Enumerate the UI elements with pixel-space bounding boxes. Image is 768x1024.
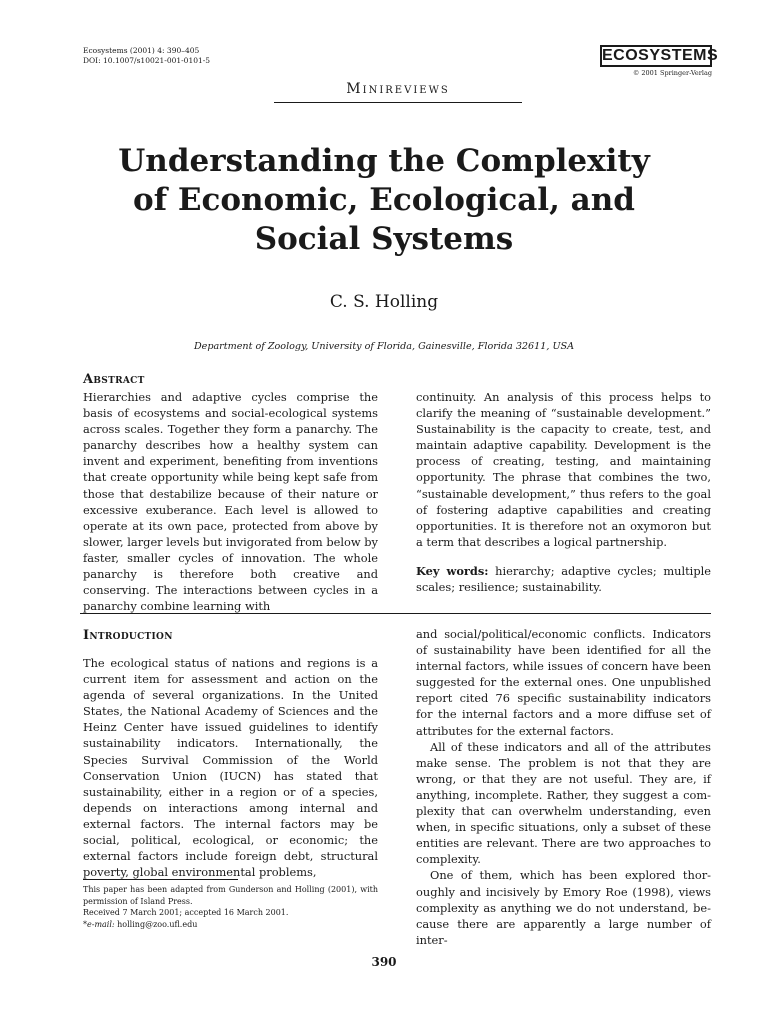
introduction-text-right [416,626,711,948]
author-name: C. S. Holling [329,292,439,312]
keywords-label: Key words: [416,564,489,578]
abstract-paragraph: Hierarchies and adaptive cycles comprise the basis of ecosystems and social-ecological systems across scales. Together they form a panarchy. The panarchy describes how a healthy system can invent and experiment, benefiting from inventions that create opportunity while being kept safe from those that destabilize because of their nature or excessive exuberance. Each level is allowed to operate at its own pace, protected from above by slower, larger levels but invigorated from below by faster, smaller cycles of innovation. The whole panarchy is therefore both creative and conserving. The interactions between cycles in a panarchy combine learning with [83,390,378,614]
article-title [80,142,688,259]
introduction-text-left [83,655,378,880]
email-address: holling@zoo.ufl.edu [114,919,198,929]
title-line: Understanding the Complexity [118,143,650,179]
copyright-notice: © 2001 Springer-Verlag [632,69,712,77]
author-affiliation: Department of Zoology, University of Florida, Gainesville, Florida 32611, USA [193,341,575,352]
title-line: Social Systems [254,221,514,257]
abstract-paragraph: continuity. An analysis of this process helps to clarify the meaning of “sustainable development.” Sustainability is the capacity to create, test, and maintain adaptive capability. Development is the process of creating, testing, and maintaining opportunity. The phrase that combines the two, “sustainable development,” thus refers to the goal of fostering adaptive capabilities and creating opportunities. It is therefore not an oxymoron but a term that describes a logical partnership. [416,390,711,549]
journal-citation [83,46,210,66]
abstract-text-left [83,389,378,614]
footnote-received: Received 7 March 2001; accepted 16 March 2001. [83,908,289,917]
page-number: 390 [371,955,397,969]
section-rule [274,102,522,103]
body-paragraph: and social/political/economic conflicts. Indicators of sustainability have been identified for all the internal factors, while issues of concern have been suggested for the external ones. One unpublished report cited 76 specific sustainability indicators for the internal factors and a more diffuse set of attributes for the external factors. [416,627,711,738]
abstract-heading: Abstract [83,372,145,387]
email-label: *e-mail: [83,919,115,929]
footnotes [83,884,378,930]
abstract-text-right [416,389,711,550]
title-line: of Economic, Ecological, and [133,182,635,218]
footnote-rule [83,879,238,880]
journal-logo: ECOSYSTEMS [600,45,712,67]
section-divider [80,613,711,614]
body-paragraph: One of them, which has been explored thoroughly and incisively by Emory Roe (1998), views complexity as anything we do not understand, because there are apparently a large number of inter- [416,868,711,947]
keywords [416,563,711,595]
body-paragraph: The ecological status of nations and regions is a current item for assessment and action on the agenda of several organizations. In the United States, the National Academy of Sciences and the Heinz Center have issued guidelines to identify sustainability indicators. Internationally, the Species Survival Commission of the World Conservation Union (IUCN) has stated that sustainability, either in a region or of a species, depends on interactions among internal and external factors. The internal factors may be social, political, ecological, or economic; the external factors include foreign debt, structural poverty, global environmental problems, [83,656,378,880]
section-label: Minireviews [346,81,450,97]
footnote-adapted: This paper has been adapted from Gunderson and Holling (2001), with permission of Island Press. [83,885,378,906]
body-paragraph: All of these indicators and all of the attributes make sense. The problem is not that they are wrong, or that they are not useful. They are, if anything, incomplete. Rather, they suggest a complexity that can overwhelm understanding, even when, in specific situations, only a subset of these entities are relevant. There are two approaches to complexity. [416,739,711,867]
introduction-heading: Introduction [83,628,173,643]
keywords-list: hierarchy; adaptive cycles; multiple scales; resilience; sustainability. [416,564,711,595]
doi-line: DOI: 10.1007/s10021-001-0101-5 [83,56,211,65]
journal-line: Ecosystems (2001) 4: 390–405 [83,46,200,55]
footnote-email [83,919,378,931]
